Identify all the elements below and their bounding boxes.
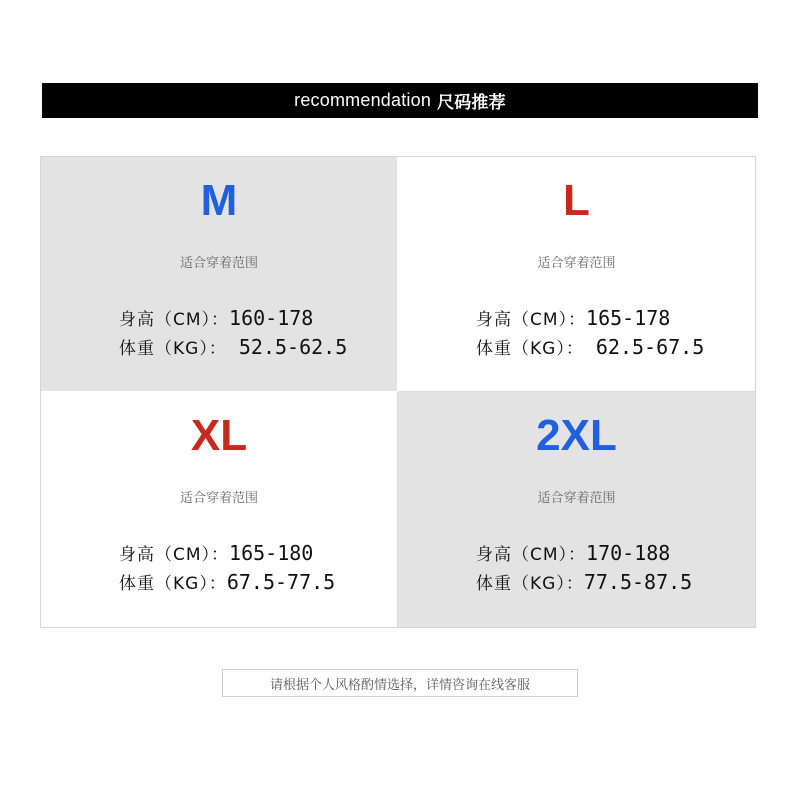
weight-value: 77.5-87.5 <box>583 570 693 594</box>
height-value: 165-178 <box>586 306 671 330</box>
fit-range-label: 适合穿着范围 <box>179 491 258 506</box>
height-value: 160-178 <box>229 306 314 330</box>
height-label: 身高（CM）： <box>476 545 587 565</box>
weight-label: 体重（KG）： <box>476 339 584 359</box>
weight-row <box>119 569 335 594</box>
size-name: 2XL <box>536 411 617 460</box>
fit-range-label: 适合穿着范围 <box>537 256 616 271</box>
size-card-m <box>41 157 398 392</box>
header-title-en: recommendation <box>294 90 432 110</box>
height-label: 身高（CM）： <box>119 310 230 330</box>
weight-row <box>476 334 704 359</box>
height-row <box>476 540 670 565</box>
weight-label: 体重（KG）： <box>119 339 227 359</box>
height-row <box>119 305 313 330</box>
height-row <box>119 540 313 565</box>
weight-label: 体重（KG）： <box>476 574 584 594</box>
size-card-2xl <box>398 392 755 627</box>
height-row <box>476 305 670 330</box>
weight-value: 67.5-77.5 <box>226 570 336 594</box>
height-label: 身高（CM）： <box>476 310 587 330</box>
fit-range-label: 适合穿着范围 <box>537 491 616 506</box>
size-grid <box>40 156 756 628</box>
height-value: 165-180 <box>229 541 314 565</box>
weight-row <box>119 334 347 359</box>
size-card-xl <box>41 392 398 627</box>
header-title-cn: 尺码推荐 <box>437 93 506 113</box>
header-banner <box>42 83 758 118</box>
fit-range-label: 适合穿着范围 <box>179 256 258 271</box>
weight-row <box>476 569 692 594</box>
weight-value: 52.5-62.5 <box>226 335 348 359</box>
height-label: 身高（CM）： <box>119 545 230 565</box>
weight-value: 62.5-67.5 <box>583 335 705 359</box>
size-card-l <box>398 157 755 392</box>
size-name: XL <box>190 411 248 460</box>
size-name: M <box>200 176 238 225</box>
footer-note: 请根据个人风格酌情选择，详情咨询在线客服 <box>222 669 578 697</box>
weight-label: 体重（KG）： <box>119 574 227 594</box>
height-value: 170-188 <box>586 541 671 565</box>
size-name: L <box>563 176 590 225</box>
